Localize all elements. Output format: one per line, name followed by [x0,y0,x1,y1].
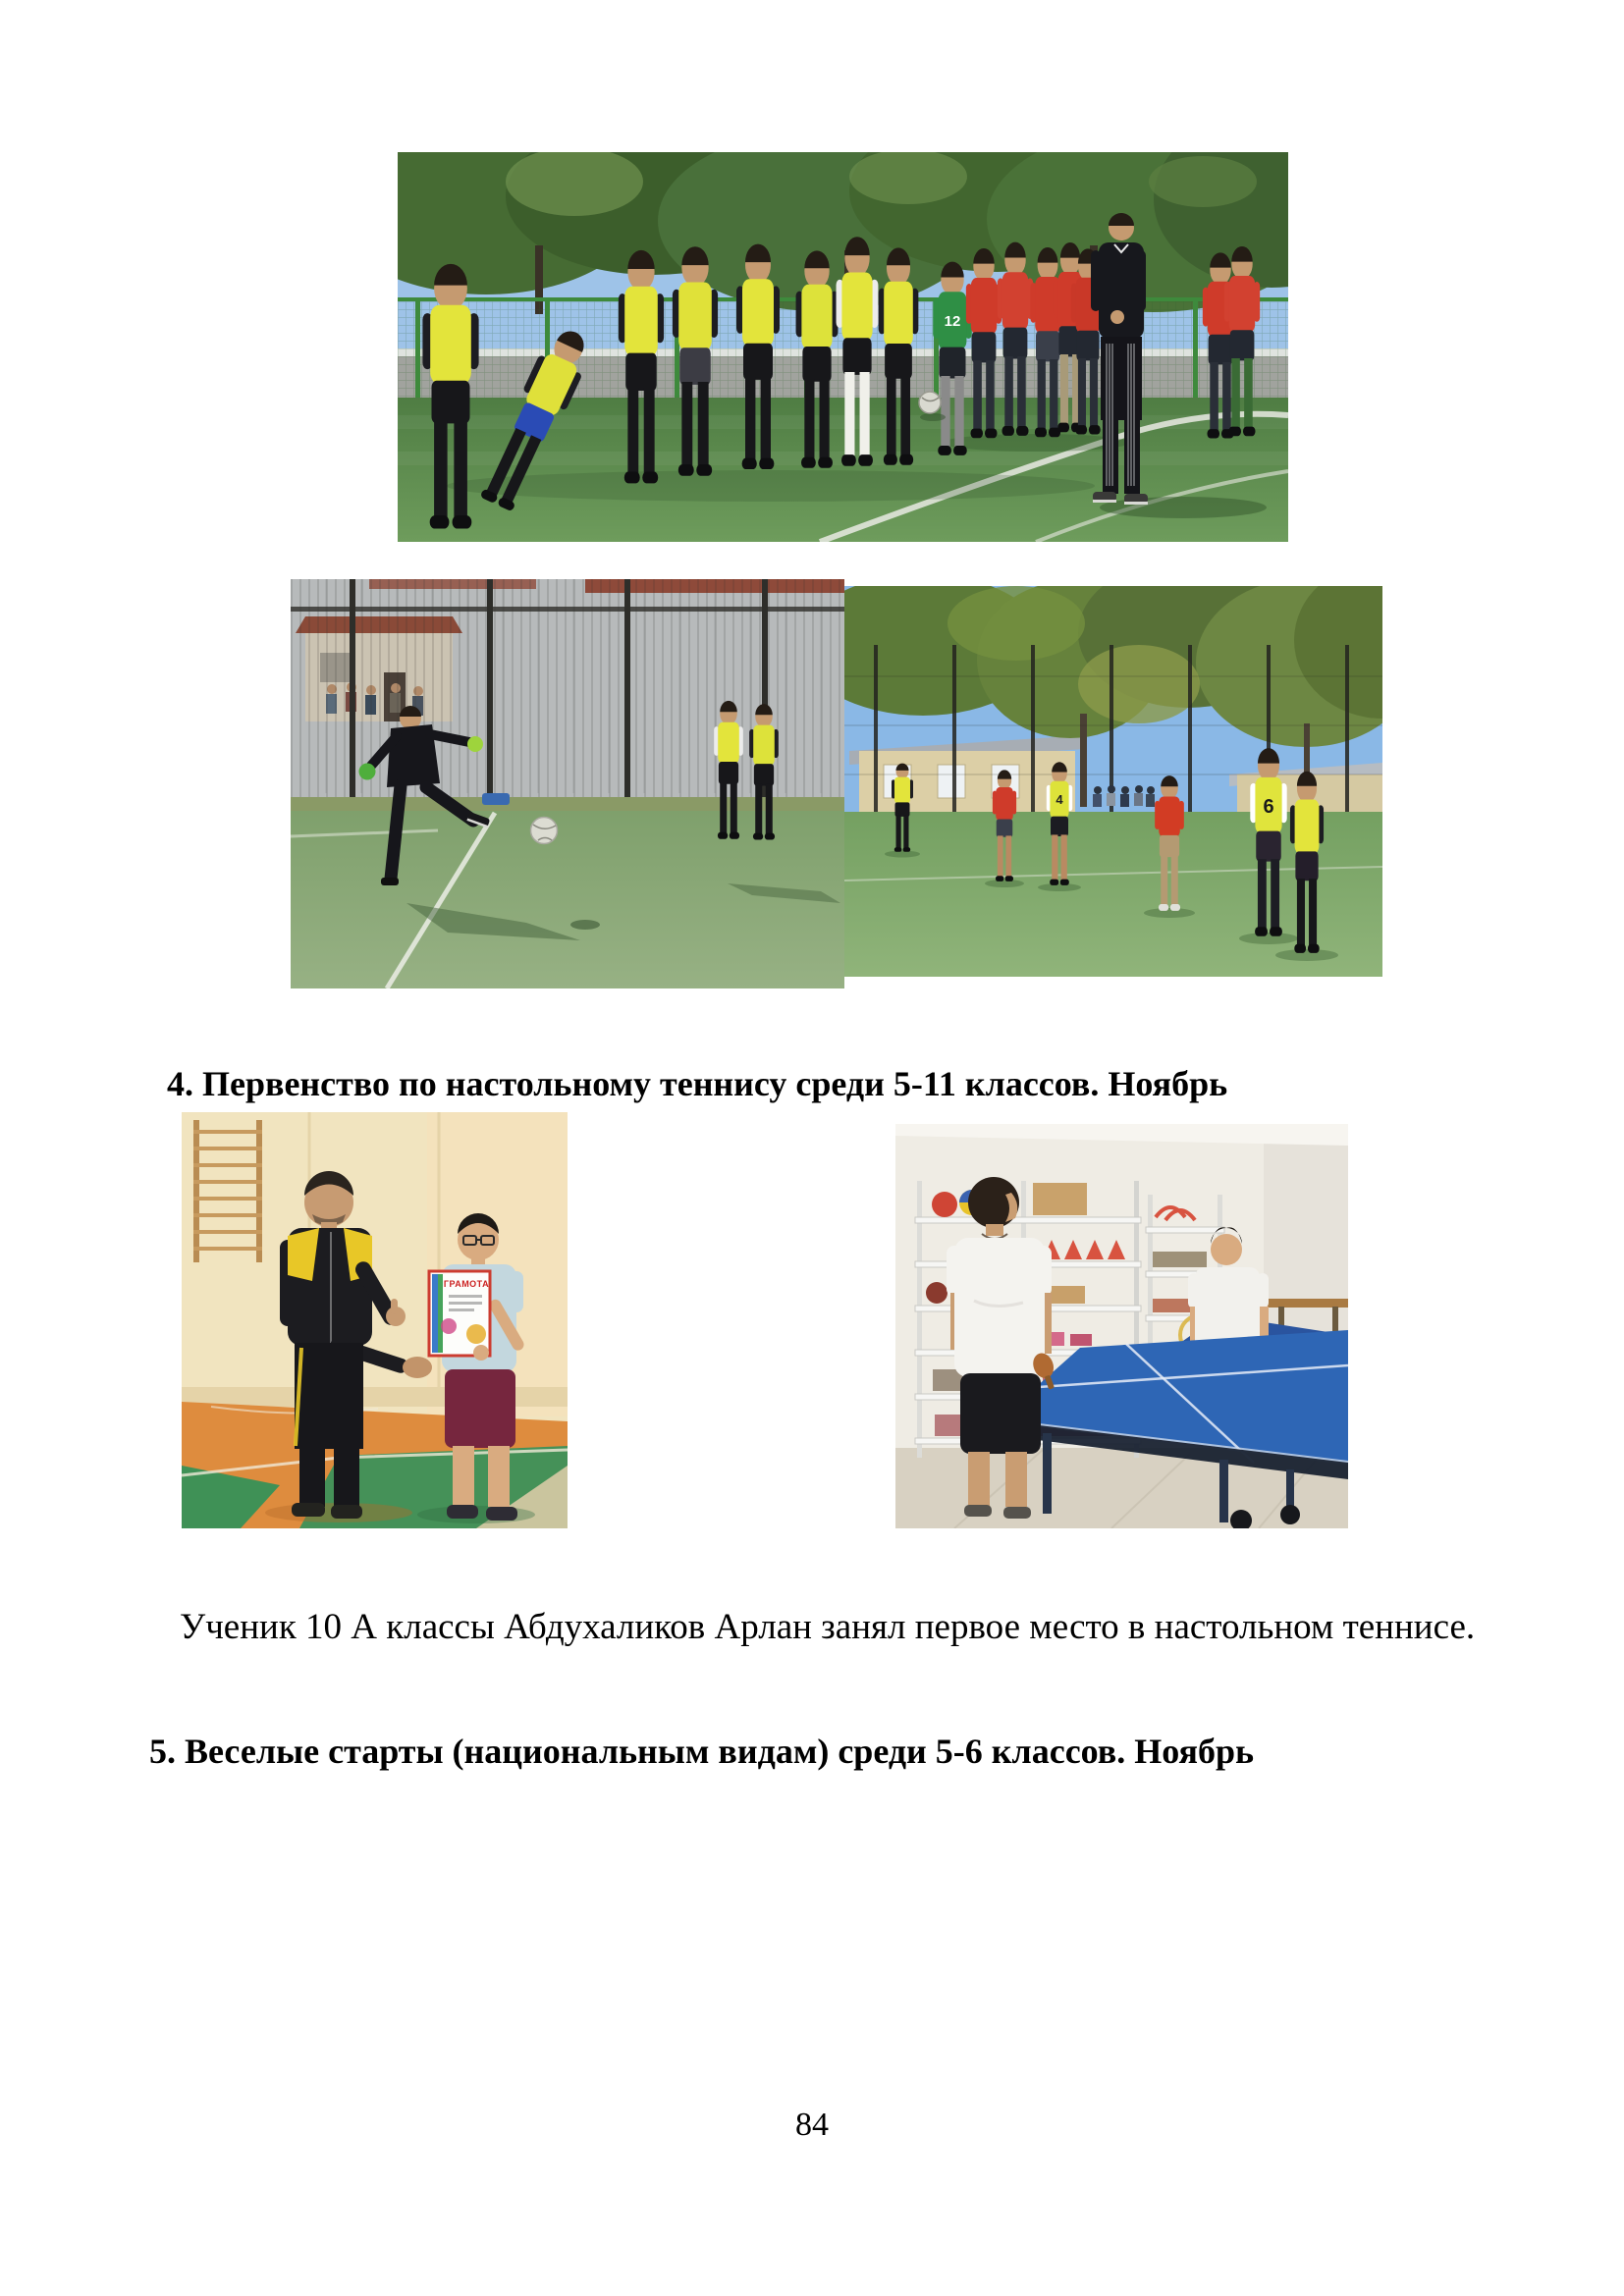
photo-award-handshake [182,1112,568,1528]
photo-football-team-briefing [398,152,1288,542]
page-number: 84 [795,2107,829,2143]
certificate-title: ГРАМОТА [443,1279,490,1289]
section-heading-4: 4. Первенство по настольному теннису среди 5-11 классов. Ноябрь [167,1064,1228,1103]
table-tennis-caption: Ученик 10 А классы Абдухаликов Арлан занял первое место в настольном теннисе. [180,1607,1476,1647]
photo-goalkeeper-kick [291,579,844,988]
photo-football-match [844,586,1382,977]
jersey-number-4: 4 [1056,792,1063,807]
jersey-number-6: 6 [1263,796,1274,818]
certificate [429,1271,490,1361]
photo-table-tennis [895,1124,1348,1528]
jersey-number-12: 12 [944,313,961,330]
section-heading-5: 5. Веселые старты (национальным видам) среди 5-6 классов. Ноябрь [149,1732,1255,1771]
